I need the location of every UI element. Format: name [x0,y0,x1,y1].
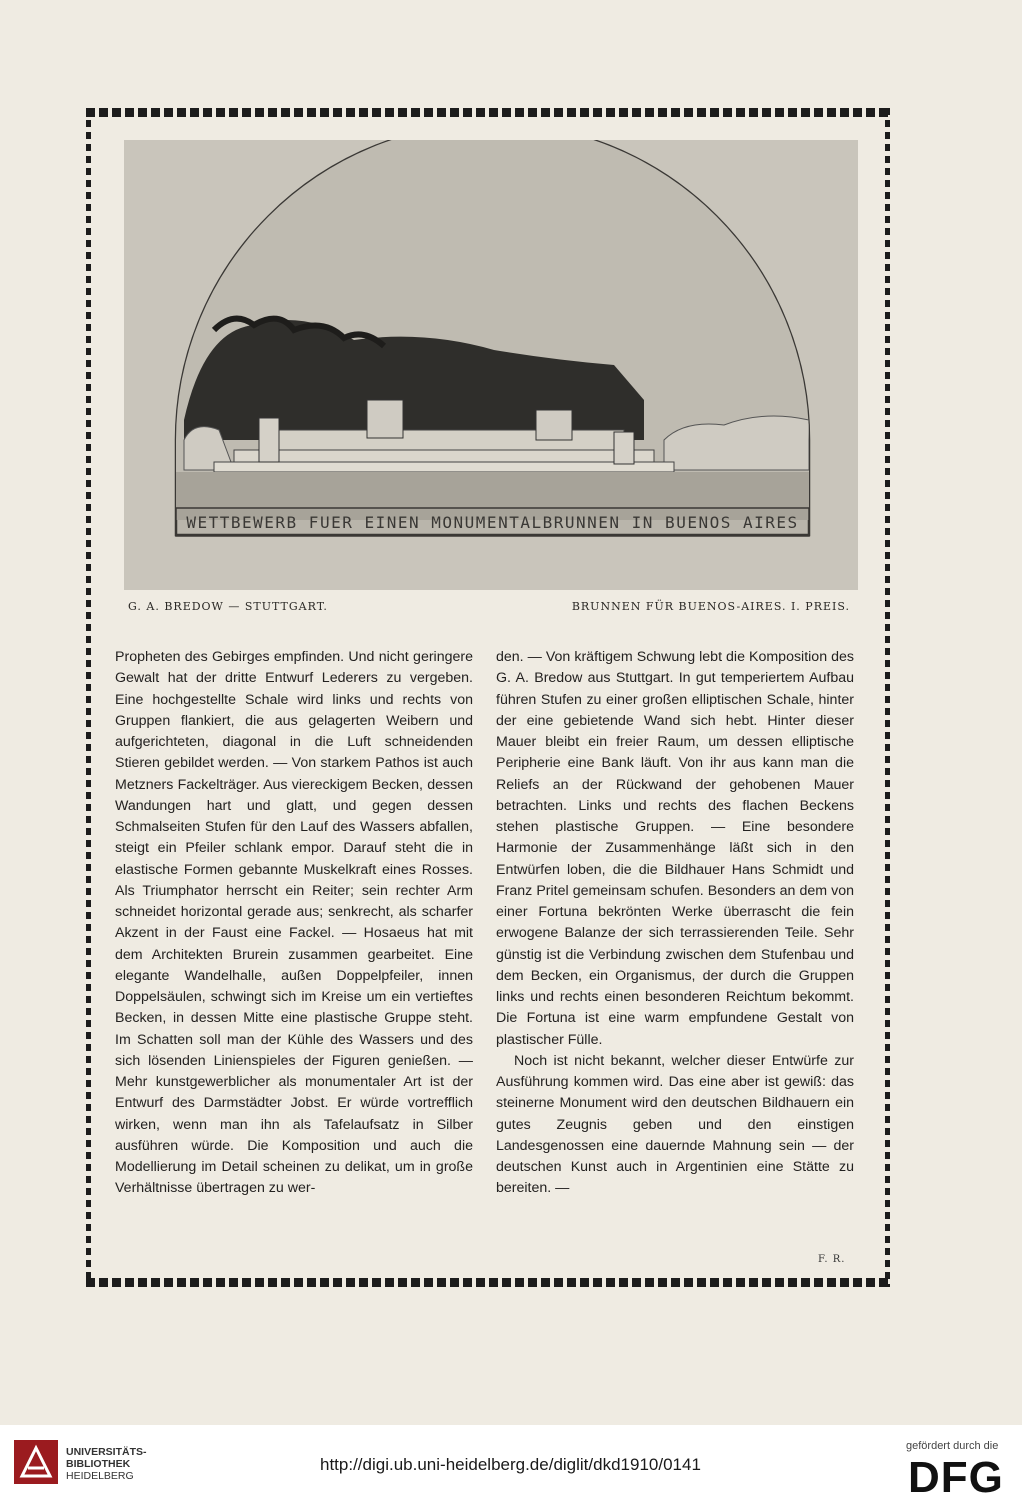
plate-inscription: WETTBEWERB FUER EINEN MONUMENTALBRUNNEN IN BUENOS AIRES [186,513,799,532]
paragraph: Propheten des Gebirges empfinden. Und nicht geringere Gewalt hat der dritte Entwurf Lederers zu vergeben. Eine hochgestellte Schale wird links und rechts von Gruppen flankiert, die aus gelagerten Weibern und aufgerichteten, diagonal in die Luft schneidenden Stieren gebildet werden. — Von starkem Pathos ist auch Metzners Fackelträger. Aus viereckigem Becken, dessen Wandungen hart und glatt, und gegen dessen Schmalseiten Stufen für den Lauf des Wassers abfallen, steigt ein Pfeiler schlank empor. Darauf steht die in elastische Formen gebannte Muskelkraft eines Rosses. Als Triumphator herrscht ein Reiter; sein rechter Arm schneidet horizontal gerade aus; senkrecht, als scharfer Akzent in der Faust eine Fackel. — Hosaeus hat mit dem Architekten Brurein zusammen gearbeitet. Eine elegante Wandelhalle, außen Doppelpfeiler, innen Doppelsäulen, schwingt sich im Kreise um ein vertieftes Becken, in dessen Mitte eine plastische Gruppe steht. Im Schatten soll man der Kühle des Wassers und des sich lösenden Linienspieles der Figuren genießen. — Mehr kunstgewerblicher als monumentaler Art ist der Entwurf des Darmstädter Jobst. Er würde vortrefflich wirken, wenn man ihn als Tafelaufsatz in Silber ausführen würde. Die Komposition und auch die Modellierung im Detail scheinen zu delikat, um in große Verhältnisse übertragen zu wer- [115,649,473,1197]
dfg-logo: DFG [908,1453,1004,1502]
fountain-illustration [124,140,858,590]
text-column-right [496,647,854,1200]
paragraph: den. — Von kräftigem Schwung lebt die Komposition des G. A. Bredow aus Stuttgart. In gut temperiertem Aufbau führen Stufen zu einer großen elliptischen Schale, hinter der eine gebietende Wand sich hebt. Hinter dieser Mauer bleibt ein freier Raum, um dessen elliptische Peripherie eine Bank läuft. Von ihr aus kann man die Reliefs an der Rückwand der gehobenen Mauer betrachten. Links und rechts des flachen Beckens stehen plastische Gruppen. — Eine besondere Harmonie der Zusammenhänge läßt sich in den Entwürfen loben, die die Bildhauer Hans Schmidt und Franz Pritel gemeinsam schufen. Besonders an dem von einer Fortuna bekrönten Werke überrascht die fein erwogene Balanze der sich terrassierenden Teile. Sehr günstig ist die Verbindung zwischen dem Stufenbau und dem Becken, ein Organismus, der durch die Gruppen links und rechts einen besonderen Reichtum bekommt. Die Fortuna ist eine warm empfundene Gestalt von plastischer Fülle. [496,649,854,1048]
paragraph: Noch ist nicht bekannt, welcher dieser Entwürfe zur Ausführung kommen wird. Das eine aber ist gewiß: das steinerne Monument wird den deutschen Bildhauern ein gutes Zeugnis geben und den einstigen Landesgenossen eine dauernde Mahnung sein — der deutschen Kunst auch in Argentinien eine Stätte zu bereiten. — [496,1052,854,1197]
funded-by-label: gefördert durch die [906,1440,999,1452]
library-name-line: BIBLIOTHEK [66,1458,131,1470]
caption-artist: G. A. BREDOW — STUTTGART. [128,600,328,613]
library-name-line: UNIVERSITÄTS- [66,1446,147,1458]
right-border [885,108,890,1287]
library-name-line: HEIDELBERG [66,1470,134,1482]
library-name [66,1446,147,1482]
source-url-link[interactable]: http://digi.ub.uni-heidelberg.de/diglit/dkd1910/0141 [320,1455,701,1474]
text-column-left [115,647,473,1200]
bottom-border [86,1278,892,1287]
left-border [86,108,91,1287]
author-signature: F. R. [818,1254,846,1265]
university-seal-icon [14,1440,58,1484]
caption-title: BRUNNEN FÜR BUENOS-AIRES. I. PREIS. [571,600,850,613]
top-border [86,108,892,117]
